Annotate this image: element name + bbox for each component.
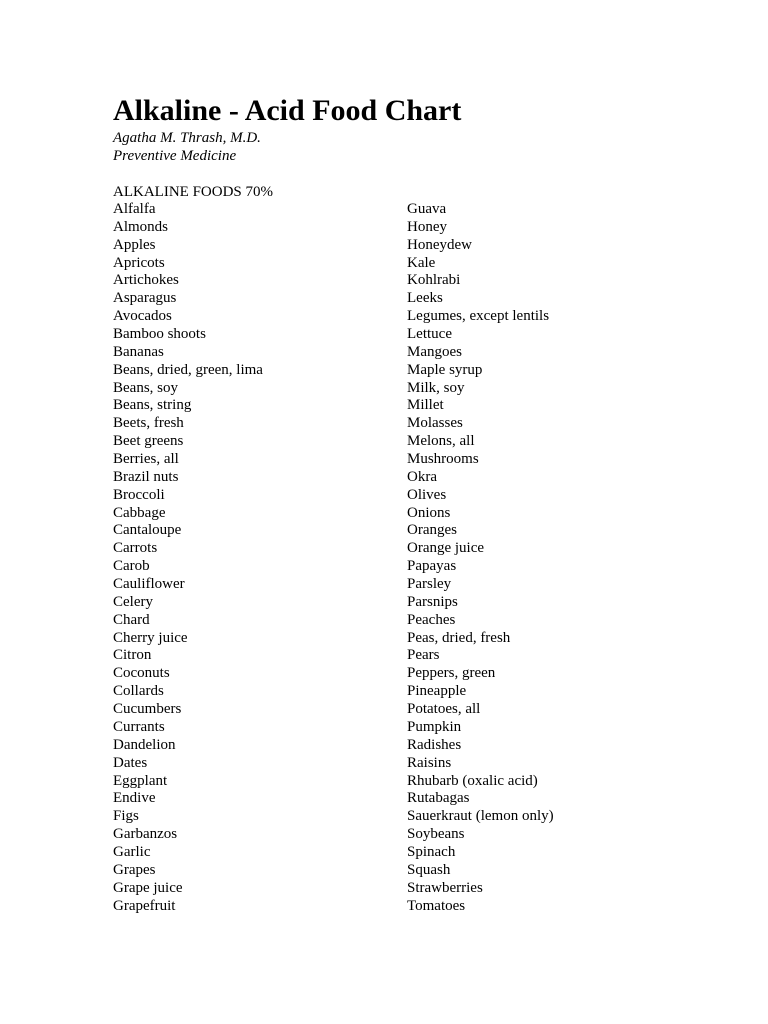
food-list-item: Spinach: [407, 843, 456, 860]
food-list-item: Okra: [407, 468, 437, 485]
food-list-item: Tomatoes: [407, 897, 466, 914]
food-list-item: Beans, soy: [113, 379, 178, 396]
food-list-item: Brazil nuts: [113, 468, 179, 485]
food-list-item: Eggplant: [113, 772, 168, 789]
food-list-item: Citron: [113, 647, 152, 664]
food-list-item: Currants: [113, 718, 165, 735]
food-list-item: Apricots: [113, 254, 165, 271]
food-list-item: Rhubarb (oxalic acid): [407, 772, 538, 789]
food-list-item: Apples: [113, 236, 156, 253]
alkaline-foods-heading: ALKALINE FOODS 70%: [113, 184, 273, 200]
food-list-item: Berries, all: [113, 451, 179, 468]
food-list-item: Grapes: [113, 861, 156, 878]
document-page: [113, 93, 673, 915]
food-list-item: Melons, all: [407, 433, 475, 450]
food-list-item: Papayas: [407, 558, 457, 575]
alkaline-foods-left-column: [113, 201, 407, 915]
food-list-item: Mushrooms: [407, 451, 479, 468]
food-list-item: Collards: [113, 683, 164, 700]
food-list-item: Avocados: [113, 308, 172, 325]
food-list-item: Pineapple: [407, 683, 467, 700]
food-list-item: Potatoes, all: [407, 701, 481, 718]
food-list-item: Figs: [113, 808, 139, 825]
food-list-item: Carob: [113, 558, 150, 575]
food-list-item: Cucumbers: [113, 701, 182, 718]
food-list-item: Cantaloupe: [113, 522, 182, 539]
author-name: Agatha M. Thrash, M.D.: [113, 130, 261, 146]
food-list-item: Artichokes: [113, 272, 179, 289]
food-list-item: Grape juice: [113, 879, 183, 896]
document-title: Alkaline - Acid Food Chart: [113, 94, 462, 127]
food-list-item: Honey: [407, 218, 447, 235]
food-list-item: Alfalfa: [113, 201, 156, 217]
food-list-item: Peaches: [407, 611, 456, 628]
food-list-item: Beet greens: [113, 433, 184, 450]
food-list-item: Raisins: [407, 754, 452, 771]
food-list-item: Beets, fresh: [113, 415, 184, 432]
food-list-item: Milk, soy: [407, 379, 465, 396]
food-list-item: Pumpkin: [407, 718, 462, 735]
food-list-item: Mangoes: [407, 343, 462, 360]
food-list-item: Bamboo shoots: [113, 326, 206, 343]
alkaline-foods-right-column: [407, 201, 673, 915]
food-list-item: Leeks: [407, 290, 443, 307]
food-list-item: Cabbage: [113, 504, 166, 521]
alkaline-foods-columns: [113, 201, 673, 915]
food-list-item: Soybeans: [407, 826, 465, 843]
food-list-item: Peas, dried, fresh: [407, 629, 511, 646]
food-list-item: Maple syrup: [407, 361, 483, 378]
food-list-item: Rutabagas: [407, 790, 470, 807]
food-list-item: Broccoli: [113, 486, 165, 503]
food-list-item: Garlic: [113, 843, 151, 860]
food-list-item: Cauliflower: [113, 576, 185, 593]
food-list-item: Beans, string: [113, 397, 192, 414]
food-list-item: Legumes, except lentils: [407, 308, 550, 325]
food-list-item: Pears: [407, 647, 440, 664]
food-list-item: Peppers, green: [407, 665, 496, 682]
food-list-item: Dandelion: [113, 736, 176, 753]
food-list-item: Oranges: [407, 522, 457, 539]
food-list-item: Carrots: [113, 540, 158, 557]
food-list-item: Celery: [113, 593, 153, 610]
food-list-item: Radishes: [407, 736, 462, 753]
food-list-item: Molasses: [407, 415, 463, 432]
food-list-item: Olives: [407, 486, 447, 503]
food-list-item: Lettuce: [407, 326, 452, 343]
food-list-item: Millet: [407, 397, 444, 414]
food-list-item: Kohlrabi: [407, 272, 461, 289]
food-list-item: Beans, dried, green, lima: [113, 361, 263, 378]
food-list-item: Grapefruit: [113, 897, 176, 914]
food-list-item: Parsley: [407, 576, 452, 593]
food-list-item: Endive: [113, 790, 156, 807]
food-list-item: Onions: [407, 504, 451, 521]
food-list-item: Sauerkraut (lemon only): [407, 808, 554, 825]
food-list-item: Orange juice: [407, 540, 485, 557]
food-list-item: Squash: [407, 861, 451, 878]
food-list-item: Coconuts: [113, 665, 170, 682]
food-list-item: Garbanzos: [113, 826, 178, 843]
food-list-item: Kale: [407, 254, 436, 271]
food-list-item: Honeydew: [407, 236, 472, 253]
food-list-item: Chard: [113, 611, 150, 628]
food-list-item: Guava: [407, 201, 447, 217]
food-list-item: Dates: [113, 754, 148, 771]
food-list-item: Cherry juice: [113, 629, 188, 646]
food-list-item: Asparagus: [113, 290, 177, 307]
food-list-item: Almonds: [113, 218, 169, 235]
food-list-item: Bananas: [113, 343, 164, 360]
food-list-item: Strawberries: [407, 879, 483, 896]
author-department: Preventive Medicine: [113, 148, 237, 164]
food-list-item: Parsnips: [407, 593, 458, 610]
